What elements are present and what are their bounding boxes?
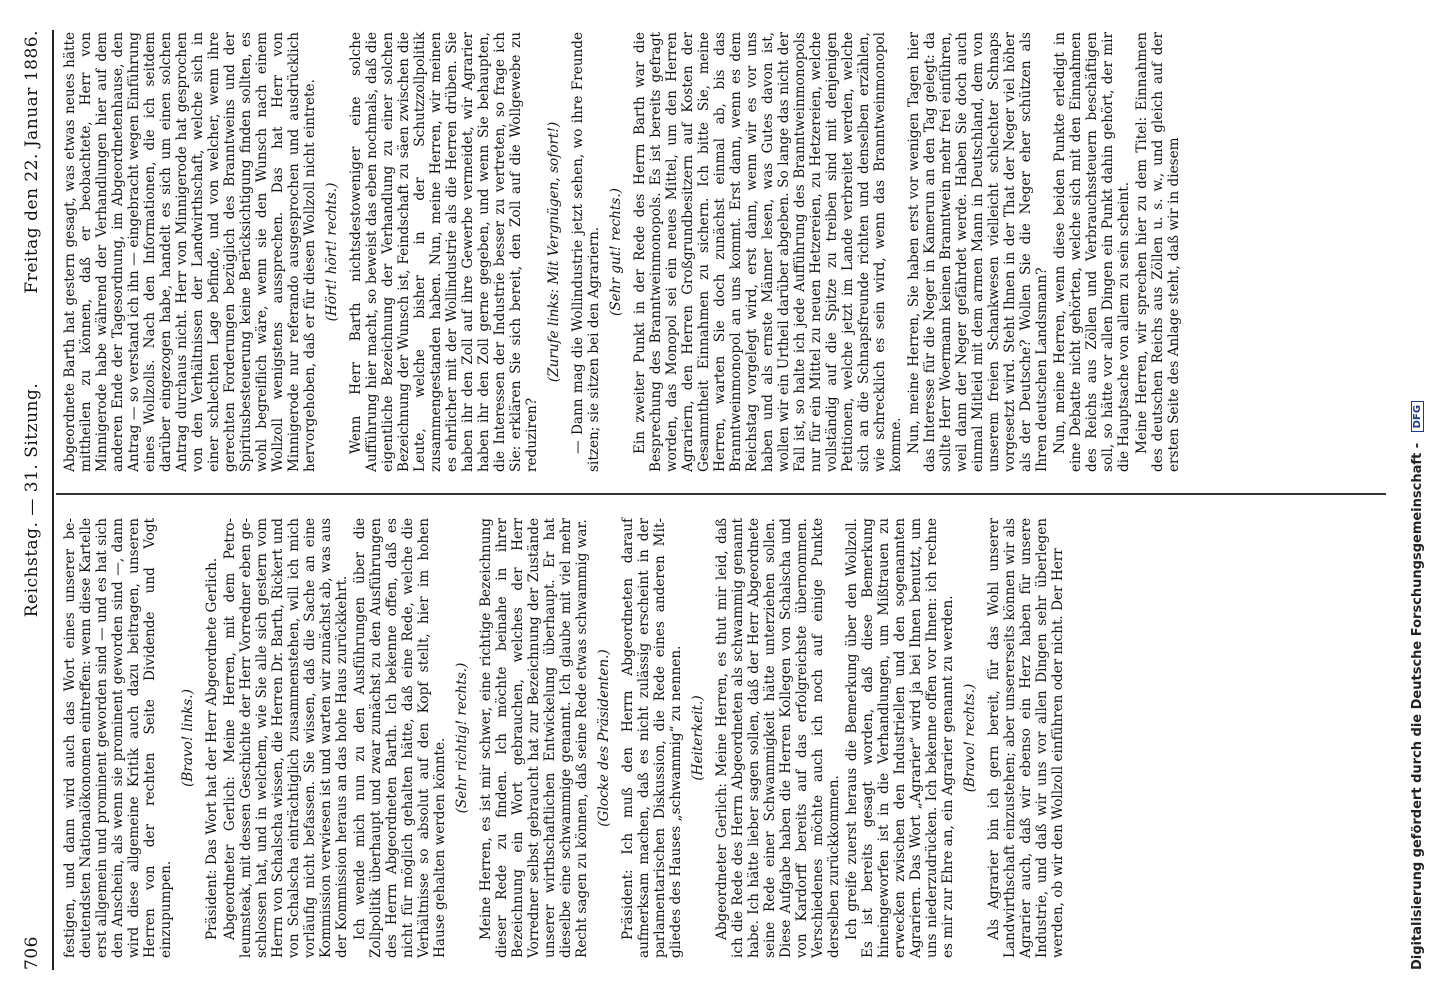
remark: (Heiterkeit.): [690, 695, 706, 781]
paragraph: — Dann mag die Wollindustrie jetzt sehen, wo ihre Freunde sitzen; sie sitzen bei den Agrariern.: [570, 32, 602, 472]
digitization-credit: [1410, 30, 1425, 970]
header-rule: [52, 30, 54, 970]
session-date: Freitag den 22. Januar 1886.: [22, 30, 42, 294]
credit-text: Digitalisierung gefördert durch die Deutsche Forschungsgemeinschaft -: [1410, 442, 1425, 970]
dfg-logo: DFG: [1411, 401, 1424, 432]
left-column: [62, 518, 1068, 958]
page-header: [22, 30, 52, 970]
paragraph: Präsident: Das Wort hat der Herr Abgeordnete Gerlich.: [204, 557, 220, 940]
column-divider: [56, 493, 1386, 495]
paragraph: Abgeordneter Gerlich: Meine Herren, es thut mir leid, daß ich die Rede des Herrn Abgeordneten als schwammig genannt habe. Ich hätte lieber sagen sollen, daß der Herr Abgeordnete seine Rede einer Schwammigkeit hätte unterziehen sollen. Diese Aufgabe haben die Herren Kollegen von Schalscha und von Kardorff bereits auf das erfolgreichste übernommen. Verschiedenes möchte auch ich noch auf einige Punkte derselben zurückkommen.: [714, 518, 842, 958]
paragraph: Meine Herren, wir sprechen hier zu dem Titel: Einnahmen des deutschen Reichs aus Zöllen u. s. w., und gleich auf der ersten Seite des Anlage steht, daß wir in diesem: [1134, 32, 1182, 472]
paragraph: festigen, und dann wird auch das Wort eines unserer bedeutendsten Nationalökonomen eintreffen: wenn diese Kartelle erst allgemein und prominent geworden sind — und es hat sich den Anschein, als wenn sie prominent geworden sind —, dann wird diese allgemeine Kritik auch dazu beitragen, unseren Herren von der rechten Seite Dividende und Vogt einzupumpen.: [62, 518, 174, 958]
paragraph: Nun, meine Herren, wenn diese beiden Punkte erledigt in eine Debatte nicht gehörten, welche sich mit den Einnahmen des Reichs aus Zöllen und Verbrauchssteuern beschäftigen soll, so hätte vor allen Dingen ein Punkt dahin gehört, der mir die Hauptsache von allem zu sein scheint.: [1052, 32, 1132, 472]
paragraph: Nun, meine Herren, Sie haben erst vor wenigen Tagen hier das Interesse für die Neger in Kamerun an den Tag gelegt: da sollte Herr Woermann keinen Branntwein mehr frei einführen, weil dann der Neger gefährdet werde. Haben Sie doch auch einmal Mitleid mit dem armen Mann in Deutschland, dem von unserem freien Schankwesen vielleicht schlechter Schnaps vorgesetzt wird. Steht Ihnen in der That der Neger viel höher als der Deutsche? Wollen Sie die Neger eher schützen als Ihren deutschen Landsmann?: [906, 32, 1050, 472]
session-title: Reichstag. — 31. Sitzung.: [22, 382, 42, 618]
remark: (Sehr gut! rechts.): [608, 188, 624, 316]
remark: (Bravo! rechts.): [962, 683, 978, 793]
paragraph: Ich greife zuerst heraus die Bemerkung über den Wollzoll. Es ist bereits gesagt worden, daß diese Bemerkung hineingeworfen ist in die Verhandlungen, um Mißtrauen zu erwecken zwischen den Industriellen und den sogenannten Agrariern. Das Wort „Agrarier“ wird ja bei Ihnen benutzt, um uns niederzudrücken. Ich bekenne offen vor Ihnen: ich rechne es mir zur Ehre an, ein Agrarier genannt zu werden.: [844, 518, 956, 958]
paragraph: Als Agrarier bin ich gern bereit, für das Wohl unserer Landwirthschaft einzustehen; aber unsererseits können wir als Agrarier auch, daß wir ebenso ein Herz haben für unsere Industrie, und daß wir uns vor allen Dingen sehr überlegen werden, ob wir den Wollzoll einführen oder nicht. Der Herr: [986, 518, 1066, 958]
paragraph: Abgeordnete Barth hat gestern gesagt, was etwas neues hätte mittheilen zu können, daß er beobachtete, Herr von Minnigerode habe während der Verhandlungen hier auf dem anderen Ende der Tagesordnung, im Abgeordnetenhause, den Antrag — so verstand ich ihn — eingebracht wegen Einführung eines Wollzolls. Nach den Informationen, die ich seitdem darüber eingezogen habe, handelt es sich um einen solchen Antrag durchaus nicht. Herr von Minnigerode hat gesprochen von den Verhältnissen der Landwirthschaft, welche sich in einer schlechten Lage befinde, und von welcher, wenn ihre gerechten Forderungen bezüglich des Branntweins und der Spiritusbesteuerung keine Berücksichtigung finden sollten, es wohl begreiflich wäre, wenn sie den Wunsch nach einem Wollzoll wenigstens aussprechen. Das hat Herr von Minnigerode nur referando ausgesprochen und ausdrücklich hervorgehoben, daß er für diesen Wollzoll nicht eintrete.: [62, 32, 318, 472]
paragraph: Präsident: Ich muß den Herrn Abgeordneten darauf aufmerksam machen, daß es nicht zulässig erscheint in der parlamentarischen Diskussion, die Rede eines anderen Mitgliedes des Hauses „schwammig“ zu nennen.: [620, 518, 684, 958]
paragraph: Wenn Herr Barth nichtsdestoweniger eine solche Aufführung hier macht, so beweist das eben nochmals, daß die eigentliche Bezeichnung der Verhandlung zu einer solchen Bezeichnung der Wunsch ist, Feindschaft zu säen zwischen die Leute, welche bisher in der Schutzzollpolitik zusammengestanden haben. Nun, meine Herren, wir meinen es ehrlicher mit der Wollindustrie als die Herren drüben. Sie haben ihr den Zoll auf ihre Gewerbe vermeidet, wir Agrarier haben ihr den Zoll gerne gegeben, und wenn Sie behaupten, die Interessen der Industrie besser zu vertreten, so frage ich Sie: erklären Sie sich bereit, den Zoll auf die Wollgewebe zu reduziren?: [348, 32, 540, 472]
right-column: [62, 32, 1184, 472]
remark: (Bravo! links.): [180, 689, 196, 787]
remark: (Glocke des Präsidenten.): [596, 649, 612, 827]
remark: (Sehr richtig! rechts.): [454, 662, 470, 814]
paragraph: Meine Herren, es ist mir schwer, eine richtige Bezeichnung dieser Rede zu finden. Ich möchte beinahe in ihrer Bezeichnung ein Wort gebrauchen, welches der Herr Vorredner selbst gebraucht hat zur Bezeichnung der Zustände unserer wirthschaftlichen Entwickelung überhaupt. Er hat dieselbe eine schwammige genannt. Ich glaube mit viel mehr Recht sagen zu können, daß seine Rede etwas schwammig war.: [478, 518, 590, 958]
remark: (Hört! hört! rechts.): [324, 182, 340, 322]
paragraph: Ich wende mich nun zu den Ausführungen über die Zollpolitik überhaupt und zwar zunächst zu den Ausführungen des Herrn Abgeordneten Barth. Ich bekenne offen, daß es nicht für möglich gehalten hätte, daß eine Rede, welche die Verhältnisse so absolut auf den Kopf stellt, hier im hohen Hause gehalten werden könnte.: [352, 518, 448, 958]
paragraph: Ein zweiter Punkt in der Rede des Herrn Barth war die Besprechung des Branntweinmonopols. Es ist bereits gefragt worden, das Monopol sei ein neues Mittel, um den Herren Agrariern, den Herren Großgrundbesitzern auf Kosten der Gesammtheit Einnahmen zu sichern. Ich bitte Sie, meine Herren, warten Sie doch zunächst einmal ab, bis das Branntweinmonopol an uns kommt. Erst dann, wenn es dem Reichstag vorgelegt wird, erst dann, wenn wir es vor uns haben und als ernste Männer lesen, was Gutes davon ist, wollen wir ein Urtheil darüber abgeben. So lange das nicht der Fall ist, so halte ich jede Aufführung des Branntweinmonopols nur für ein Mittel zu neuen Hetzereien, zu Hetzereien, welche vollständig auf die Spitze zu treiben sind mit denjenigen Petitionen, welche jetzt im Lande verbreitet werden, welche sich an die Schnapsfreunde richten und denselben erzählen, wie schrecklich es sein wird, wenn das Branntweinmonopol komme.: [632, 32, 904, 472]
page-number: 706: [22, 936, 42, 970]
remark: (Zurufe links: Mit Vergnügen, sofort!): [546, 121, 562, 383]
paragraph: Abgeordneter Gerlich: Meine Herren, mit dem Petroleumsteak, mit dessen Geschichte der Herr Vorredner eben geschlossen hat, und in welchem, wie Sie alle sich gestern vom Herrn von Schalscha wissen, die Herren Dr. Barth, Rickert und von Schalscha einträchtiglich zusammenstehen, will ich mich vorläufig nicht befassen. Sie wissen, daß die Sache an eine Kommission verwiesen ist und warten wir zunächst ab, was aus der Kommission heraus an das hohe Haus zurückkehrt.: [222, 518, 350, 958]
